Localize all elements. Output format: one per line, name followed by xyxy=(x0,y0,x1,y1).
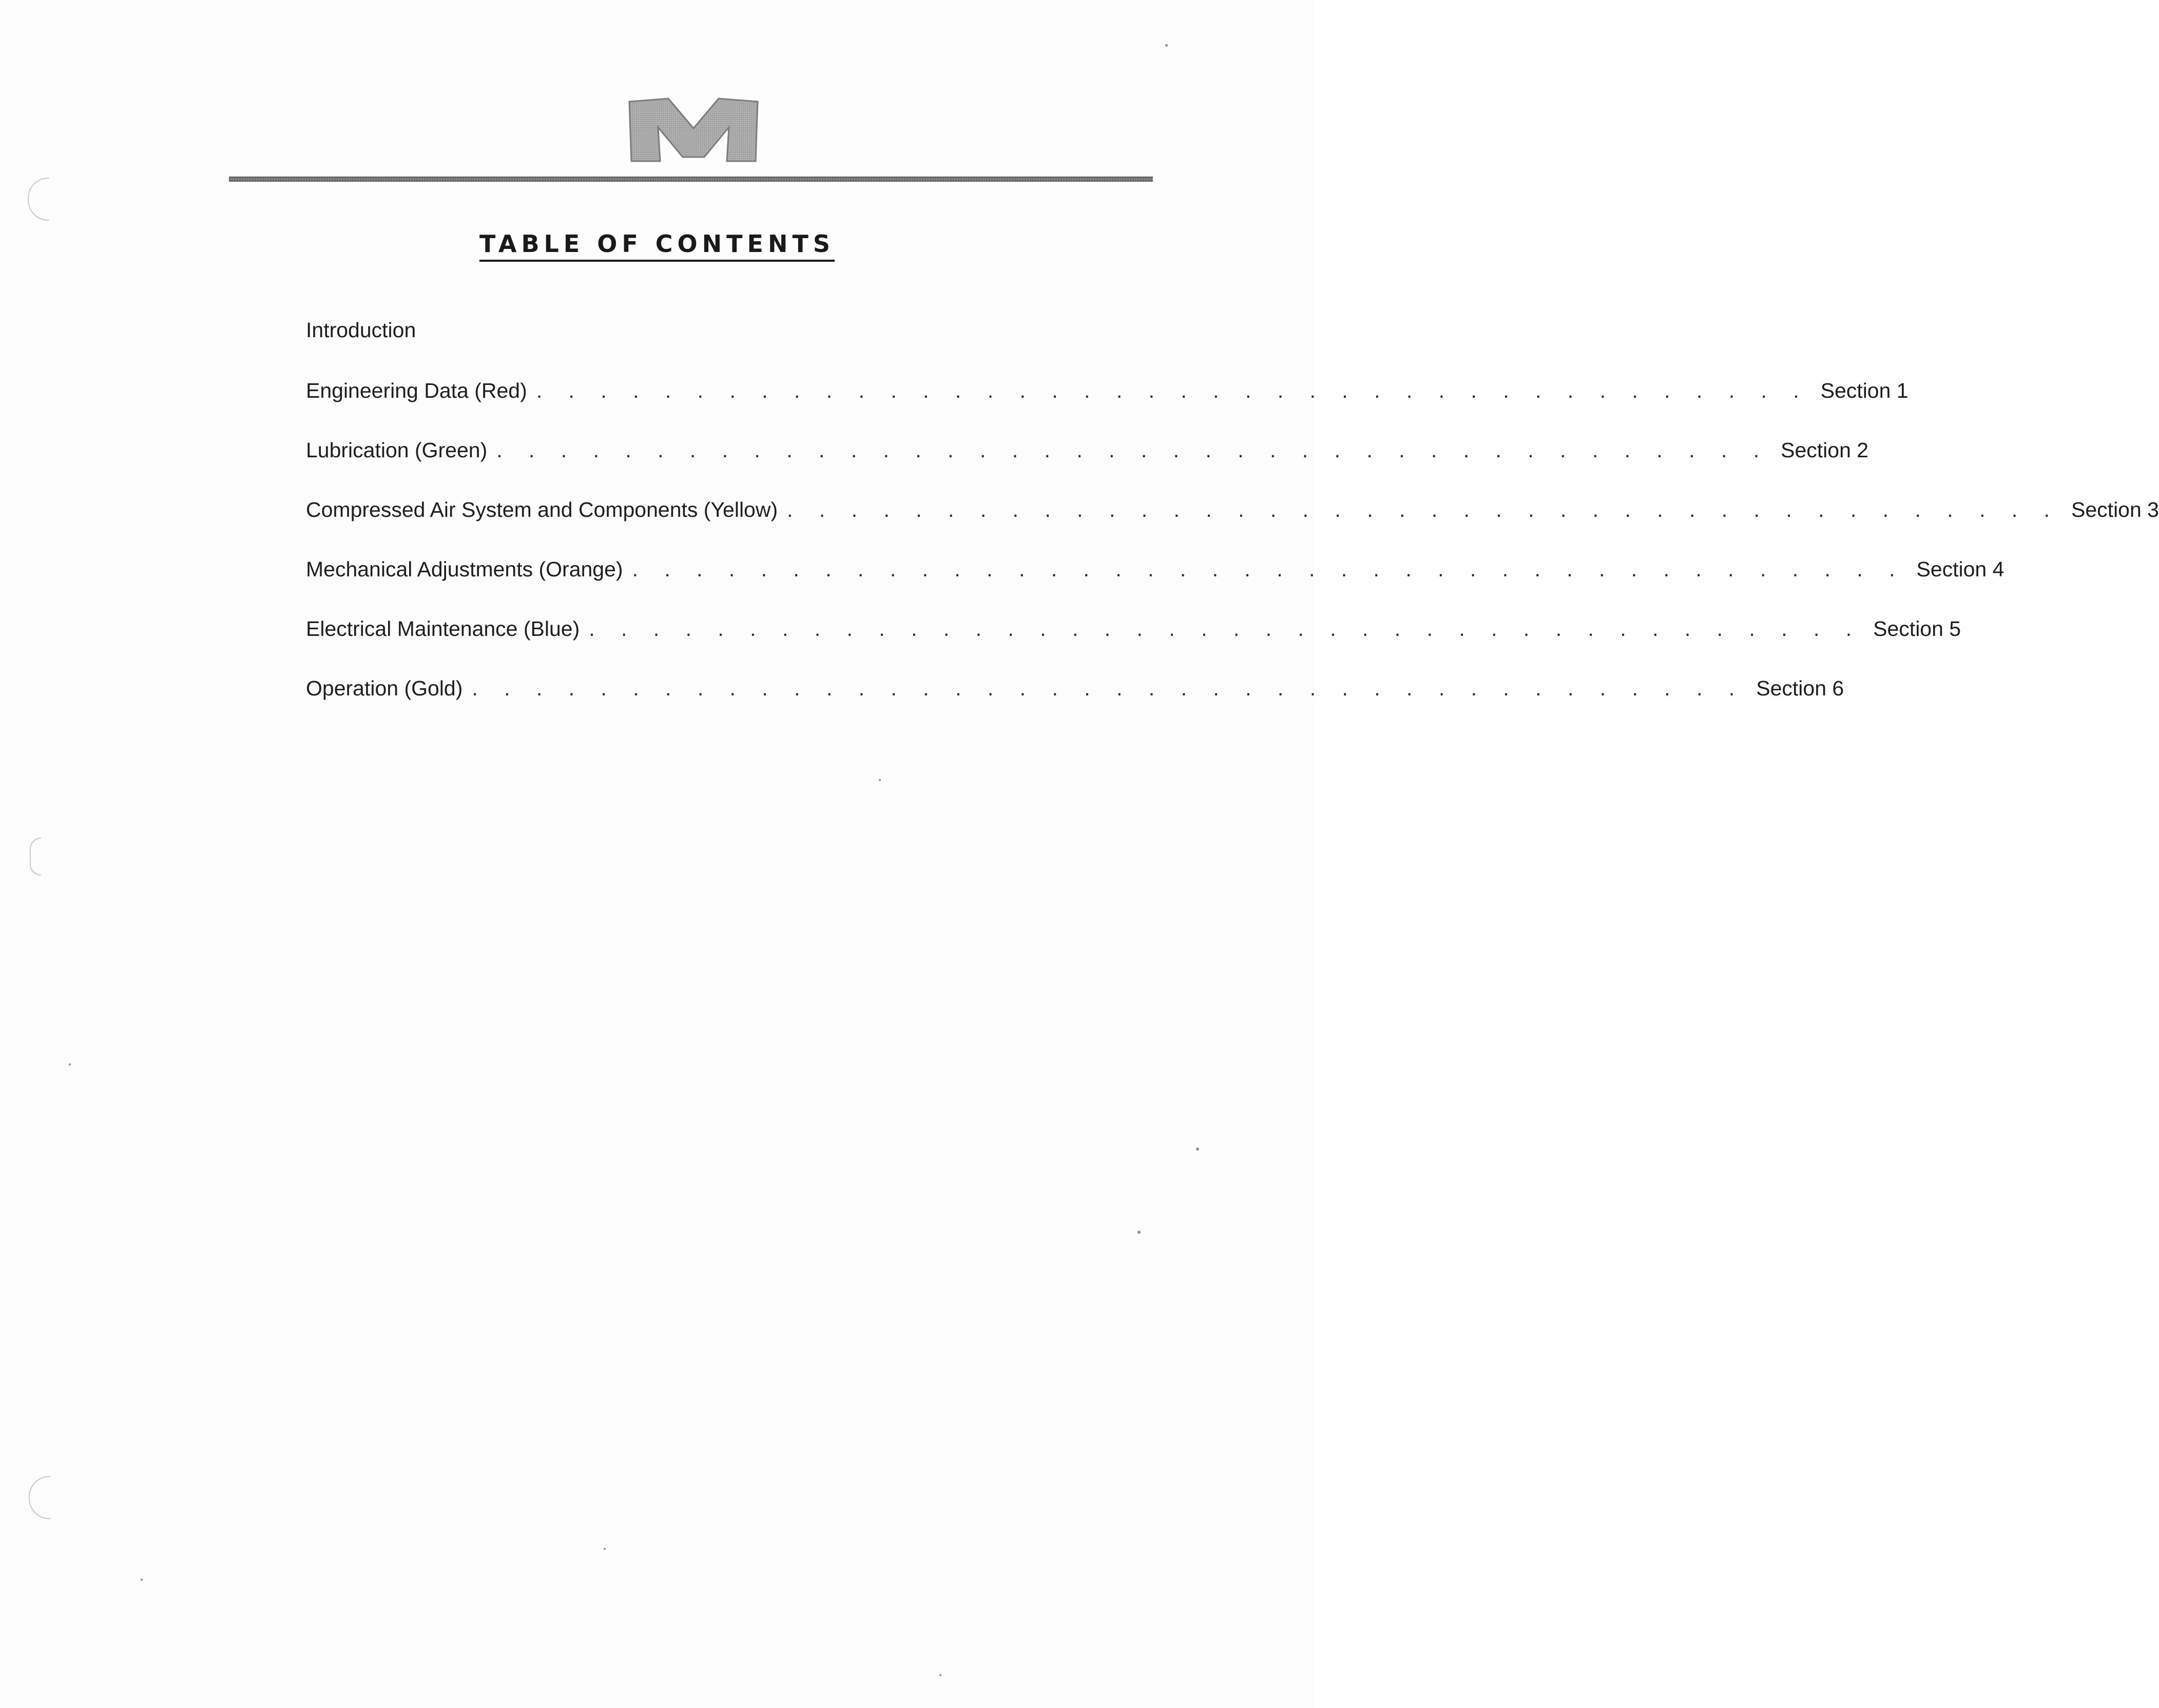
page-title-text: TABLE OF CONTENTS xyxy=(479,230,835,262)
dot-leader: . . . . . . . . . . . . . . . . . . . . . . . . . . . . . . . . . . . . . . . . xyxy=(632,557,1905,581)
scan-speck xyxy=(939,1674,941,1676)
scan-speck xyxy=(1165,44,1168,47)
toc-entry-mechanical-adjustments xyxy=(306,557,2004,593)
toc-entry-lubrication xyxy=(306,438,1869,474)
toc-entry-label: Engineering Data (Red) xyxy=(306,379,527,402)
toc-entry-section: Section 6 xyxy=(1756,676,1844,700)
toc-entry-label: Compressed Air System and Components (Yellow) xyxy=(306,498,778,521)
dot-leader: . . . . . . . . . . . . . . . . . . . . . . . . . . . . . . . . . . . . . . . . xyxy=(536,379,1809,402)
toc-entry-section: Section 1 xyxy=(1820,379,1909,402)
header-rule xyxy=(229,177,1153,182)
scan-speck xyxy=(879,779,881,781)
dot-leader: . . . . . . . . . . . . . . . . . . . . . . . . . . . . . . . . . . . . . . . . xyxy=(589,617,1862,640)
toc-entry-section: Section 3 xyxy=(2071,498,2159,521)
toc-entry-introduction xyxy=(306,318,1076,354)
toc-entry-engineering-data xyxy=(306,379,1909,415)
toc-entry-label: Introduction xyxy=(306,318,416,342)
dot-leader: . . . . . . . . . . . . . . . . . . . . . . . . . . . . . . . . . . . . . . . . xyxy=(496,438,1770,462)
scan-speck xyxy=(604,1548,606,1550)
m-logo-icon xyxy=(626,96,761,163)
toc-entry-label: Mechanical Adjustments (Orange) xyxy=(306,557,623,581)
dot-leader: . . . . . . . . . . . . . . . . . . . . . . . . . . . . . . . . . . . . . . . . xyxy=(472,676,1745,700)
toc-entry-label: Electrical Maintenance (Blue) xyxy=(306,617,580,640)
dot-leader: . . . . . . . . . . . . . . . . . . . . . . . . . . . . . . . . . . . . . . . . xyxy=(787,498,2060,521)
page-title xyxy=(0,230,1314,262)
binder-hole-mark xyxy=(28,178,49,221)
scan-speck xyxy=(141,1579,143,1581)
toc-entry-section: Section 5 xyxy=(1873,617,1961,640)
binder-hole-mark xyxy=(29,1476,50,1519)
scan-speck xyxy=(1138,1231,1141,1234)
binder-hole-mark xyxy=(30,838,41,876)
toc-entry-operation xyxy=(306,676,1844,712)
toc-entry-label: Operation (Gold) xyxy=(306,676,463,700)
scan-speck xyxy=(1196,1148,1199,1151)
toc-entry-electrical-maintenance xyxy=(306,617,1961,653)
toc-entry-section: Section 2 xyxy=(1781,438,1869,462)
toc-entry-label: Lubrication (Green) xyxy=(306,438,488,462)
scan-speck xyxy=(69,1063,71,1065)
toc-entry-compressed-air xyxy=(306,498,2159,534)
toc-entry-section: Section 4 xyxy=(1916,557,2004,581)
